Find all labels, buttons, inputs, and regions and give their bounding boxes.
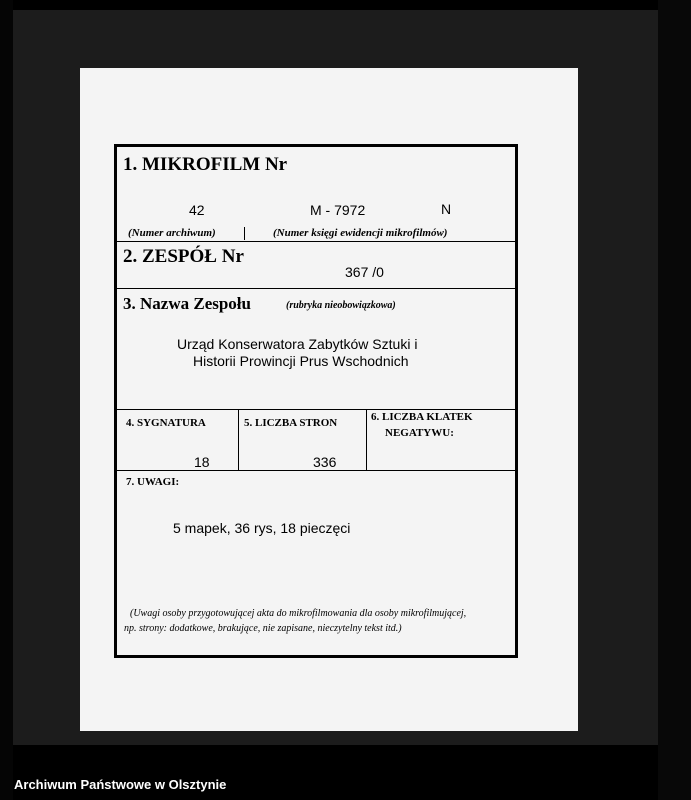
rule-after-section1 (117, 241, 515, 242)
microfilm-record-card (114, 144, 518, 658)
remarks-instruction-line1: (Uwagi osoby przygotowującej akta do mikrofilmowania dla osoby mikrofilmującej, (130, 608, 467, 619)
remarks-instruction-line2: np. strony: dodatkowe, brakujące, nie zapisane, nieczytelny tekst itd.) (124, 623, 402, 634)
section6-heading-line2: NEGATYWU: (385, 427, 454, 439)
register-number: M - 7972 (310, 202, 366, 218)
register-suffix: N (441, 201, 452, 217)
divider-strony-klatki (366, 409, 367, 471)
section3-heading: 3. Nazwa Zespołu (123, 294, 251, 313)
fonds-name-line2: Historii Prowincji Prus Wschodnich (193, 353, 409, 369)
section5-heading: 5. LICZBA STRON (244, 417, 338, 429)
archive-name-footer: Archiwum Państwowe w Olsztynie (14, 777, 227, 792)
section3-optional-note: (rubryka nieobowiązkowa) (286, 300, 396, 311)
section1-heading: 1. MIKROFILM Nr (123, 154, 288, 175)
rule-after-section2 (117, 288, 515, 289)
section7-heading: 7. UWAGI: (126, 476, 180, 488)
fonds-number: 367 /0 (345, 264, 384, 280)
section6-heading-line1: 6. LICZBA KLATEK (371, 411, 473, 423)
divider-sygnatura-strony (238, 409, 239, 471)
film-edge-left (0, 0, 13, 800)
film-edge-right (658, 0, 691, 800)
section2-heading: 2. ZESPÓŁ Nr (123, 246, 244, 267)
section4-heading: 4. SYGNATURA (126, 417, 206, 429)
rule-after-section4-6 (117, 470, 515, 471)
rule-after-section3 (117, 409, 515, 410)
signature-value: 18 (194, 454, 210, 470)
remarks-value: 5 mapek, 36 rys, 18 pieczęci (173, 520, 351, 536)
fonds-name-line1: Urząd Konserwatora Zabytków Sztuki i (177, 336, 418, 352)
register-number-caption: (Numer księgi ewidencji mikrofilmów) (273, 227, 448, 239)
page-count-value: 336 (313, 454, 337, 470)
archive-number-caption: (Numer archiwum) (128, 227, 216, 239)
archive-number: 42 (189, 202, 205, 218)
divider-archive-register (244, 227, 245, 240)
